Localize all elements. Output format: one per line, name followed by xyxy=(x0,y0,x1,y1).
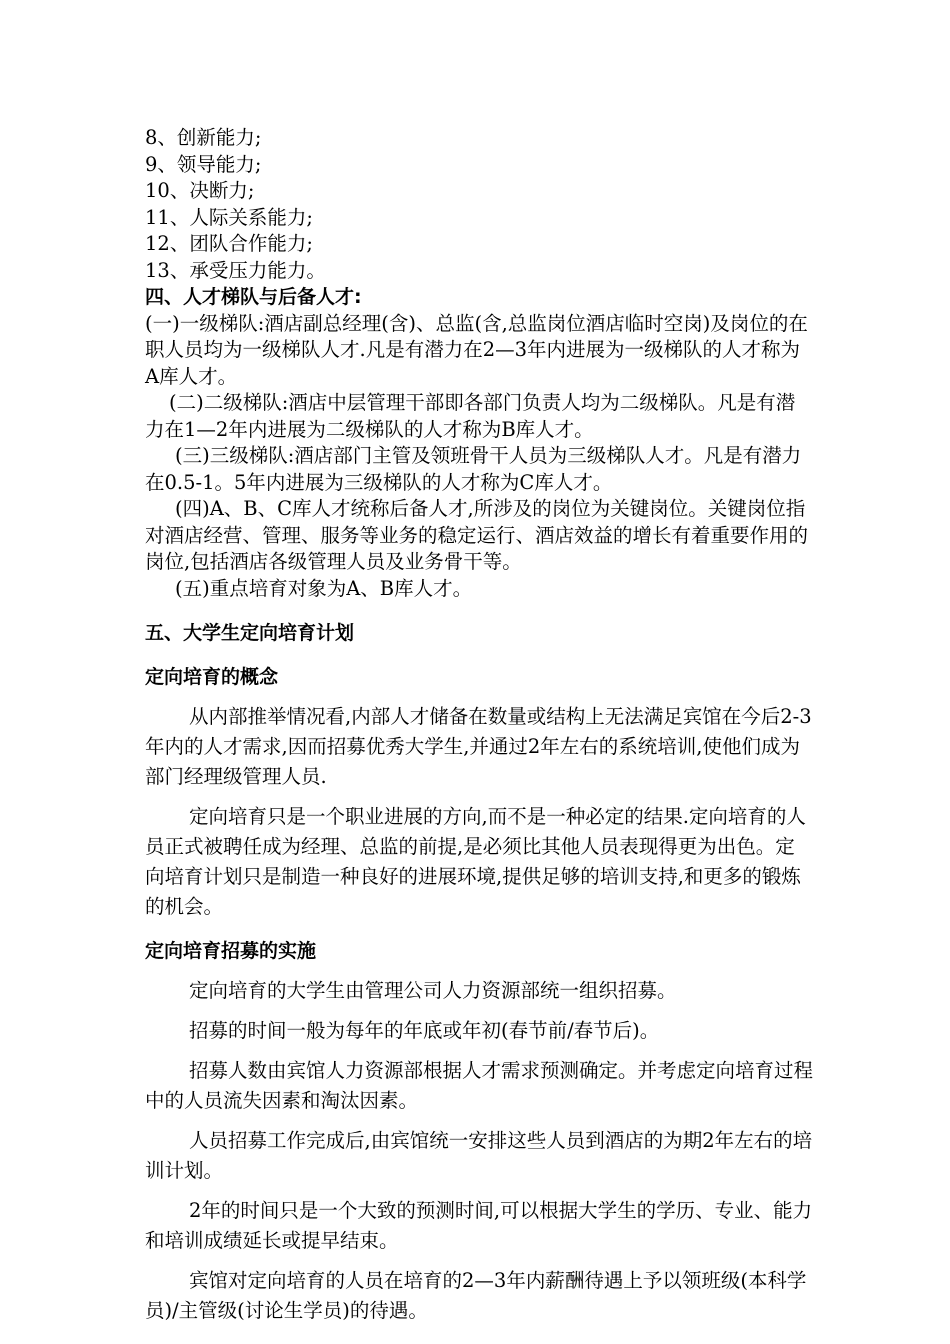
subsection-heading: 定向培育招募的实施 xyxy=(145,940,317,962)
section-heading: 四、人才梯队与后备人才: xyxy=(145,286,362,308)
section-graduate-plan xyxy=(145,618,813,1326)
document-body xyxy=(145,125,813,1326)
subsection-heading: 定向培育的概念 xyxy=(145,666,279,688)
paragraph: 2年的时间只是一个大致的预测时间,可以根据大学生的学历、专业、能力和培训成绩延长或提早结束。 xyxy=(145,1199,813,1252)
paragraph: (二)二级梯队:酒店中层管理干部即各部门负责人均为二级梯队。凡是有潜力在1—2年内进展为二级梯队的人才称为B库人才。 xyxy=(145,391,796,441)
ability-list xyxy=(145,125,813,284)
paragraph: 招募的时间一般为每年的年底或年初(春节前/春节后)。 xyxy=(189,1019,660,1042)
paragraph: (五)重点培育对象为A、B库人才。 xyxy=(175,576,473,600)
list-item: 13、承受压力能力。 xyxy=(145,258,326,282)
section-heading: 五、大学生定向培育计划 xyxy=(145,622,355,644)
list-item: 8、创新能力; xyxy=(145,126,262,149)
paragraph: 定向培育的大学生由管理公司人力资源部统一组织招募。 xyxy=(189,979,677,1002)
paragraph: 人员招募工作完成后,由宾馆统一安排这些人员到酒店的为期2年左右的培训计划。 xyxy=(145,1129,813,1182)
list-item: 9、领导能力; xyxy=(145,152,262,176)
section-talent-tiers xyxy=(145,284,813,602)
list-item: 10、决断力; xyxy=(145,179,255,202)
paragraph: (三)三级梯队:酒店部门主管及领班骨干人员为三级梯队人才。凡是有潜力在0.5-1。5年内进展为三级梯队的人才称为C库人才。 xyxy=(145,444,802,494)
paragraph: (一)一级梯队:酒店副总经理(含)、总监(含,总监岗位酒店临时空岗)及岗位的在职人员均为一级梯队人才.凡是有潜力在2—3年内进展为一级梯队的人才称为A库人才。 xyxy=(145,311,808,388)
list-item: 12、团队合作能力; xyxy=(145,232,313,255)
paragraph: 宾馆对定向培育的人员在培育的2—3年内薪酬待遇上予以领班级(本科学员)/主管级(讨论生学员)的待遇。 xyxy=(145,1269,807,1322)
paragraph: 从内部推举情况看,内部人才储备在数量或结构上无法满足宾馆在今后2-3年内的人才需求,因而招募优秀大学生,并通过2年左右的系统培训,使他们成为部门经理级管理人员. xyxy=(145,705,812,788)
list-item: 11、人际关系能力; xyxy=(145,205,313,229)
paragraph: 招募人数由宾馆人力资源部根据人才需求预测确定。并考虑定向培育过程中的人员流失因素和淘汰因素。 xyxy=(145,1059,814,1112)
paragraph: 定向培育只是一个职业进展的方向,而不是一种必定的结果.定向培育的人员正式被聘任成为经理、总监的前提,是必须比其他人员表现得更为出色。定向培育计划只是制造一种良好的进展环境,提供足够的培训支持,和更多的锻炼的机会。 xyxy=(145,805,806,918)
paragraph: (四)A、B、C库人才统称后备人才,所涉及的岗位为关键岗位。关键岗位指对酒店经营、管理、服务等业务的稳定运行、酒店效益的增长有着重要作用的岗位,包括酒店各级管理人员及业务骨干等。 xyxy=(145,497,809,573)
